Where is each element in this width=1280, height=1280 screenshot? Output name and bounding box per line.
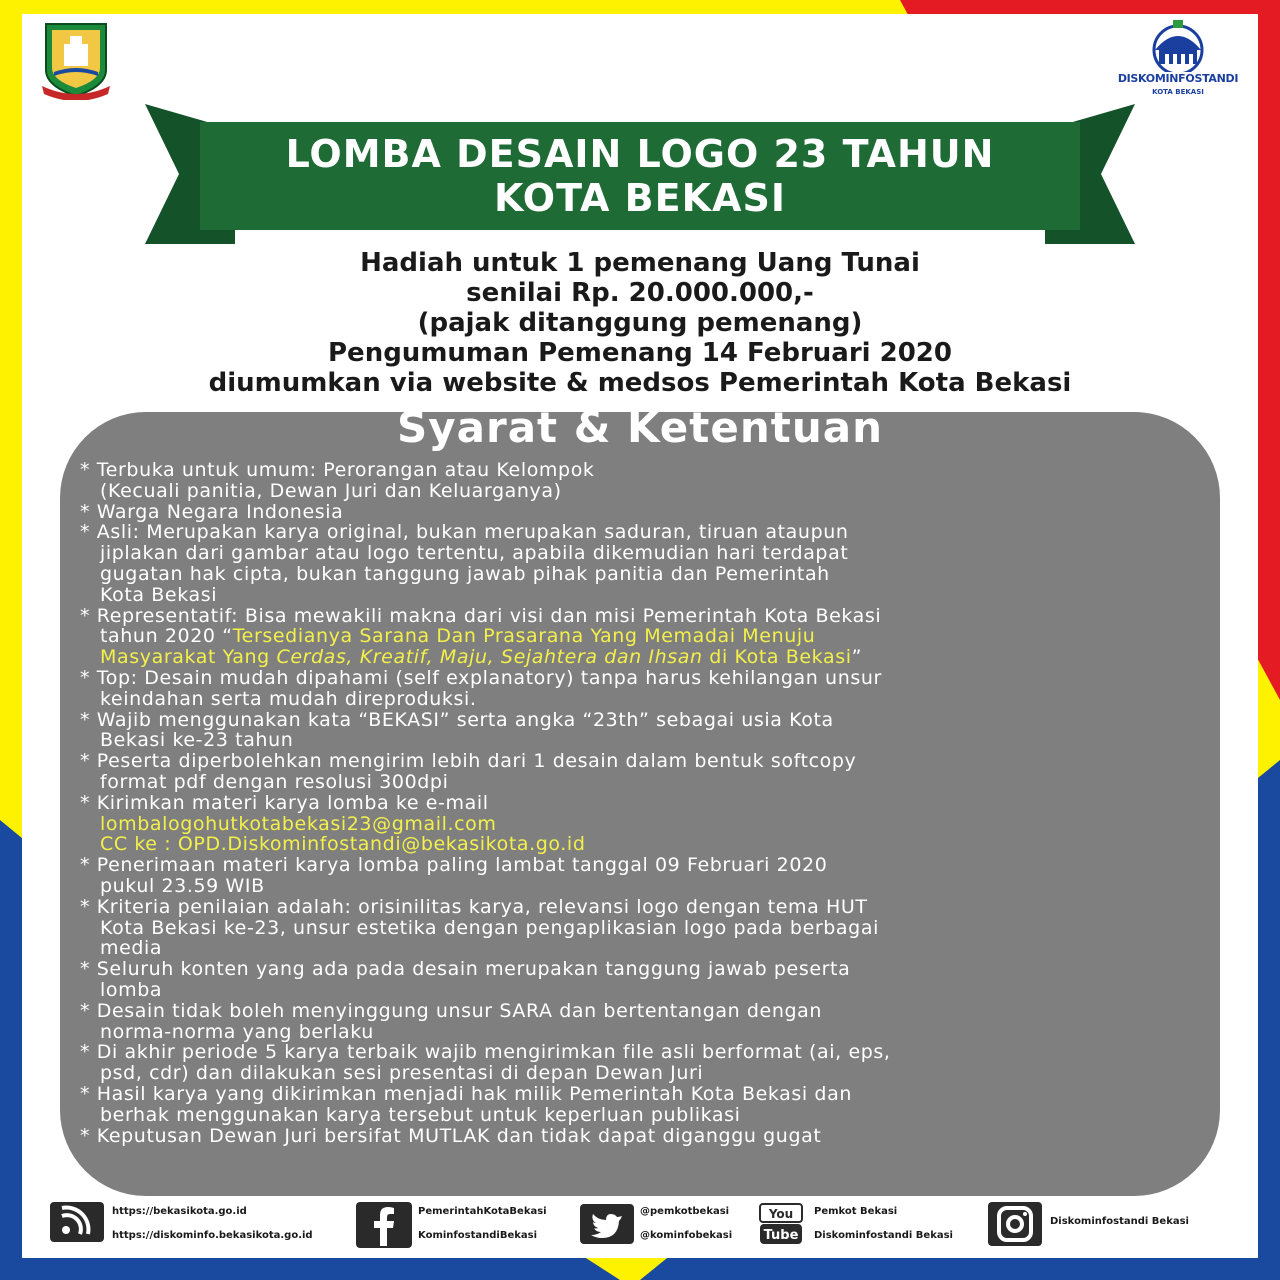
facebook-link[interactable]: KominfostandiBekasi xyxy=(418,1230,537,1241)
instagram-icon[interactable] xyxy=(988,1202,1042,1246)
terms-line: * Kriteria penilaian adalah: orisinilitas karya, relevansi logo dengan tema HUT xyxy=(80,895,868,918)
prize-line-3: (pajak ditanggung pemenang) xyxy=(417,308,863,338)
terms-line: pukul 23.59 WIB xyxy=(100,874,265,897)
terms-title: Syarat & Ketentuan xyxy=(397,403,883,452)
kota-bekasi-emblem-icon xyxy=(38,20,114,100)
twitter-link[interactable]: @pemkotbekasi xyxy=(640,1206,730,1217)
prize-info xyxy=(30,248,1250,398)
terms-line: * Warga Negara Indonesia xyxy=(80,500,344,523)
terms-line: media xyxy=(100,937,163,960)
terms-line xyxy=(80,647,1220,668)
diskominfostandi-logo xyxy=(1115,16,1241,102)
prize-line-4: Pengumuman Pemenang 14 Februari 2020 xyxy=(328,338,952,368)
prize-line-2: senilai Rp. 20.000.000,- xyxy=(466,278,814,308)
contest-email-link[interactable]: lombalogohutkotabekasi23@gmail.com xyxy=(100,812,497,835)
website-link[interactable]: https://bekasikota.go.id xyxy=(112,1206,247,1217)
terms-line: (Kecuali panitia, Dewan Juri dan Keluarganya) xyxy=(100,479,562,502)
vision-values-text: Cerdas, Kreatif, Maju, Sejahtera dan Ihsan xyxy=(276,646,703,669)
terms-line: lomba xyxy=(100,978,163,1001)
vision-text: di Kota Bekasi xyxy=(702,646,852,669)
cc-email-link[interactable]: CC ke : OPD.Diskominfostandi@bekasikota.go.id xyxy=(100,833,586,856)
terms-line: jiplakan dari gambar atau logo tertentu, apabila dikemudian hari terdapat xyxy=(100,542,849,565)
terms-line: * Peserta diperbolehkan mengirim lebih dari 1 desain dalam bentuk softcopy xyxy=(80,750,857,773)
terms-line: * Kirimkan materi karya lomba ke e-mail xyxy=(80,791,489,814)
youtube-link[interactable]: Diskominfostandi Bekasi xyxy=(814,1230,953,1241)
terms-line: psd, cdr) dan dilakukan sesi presentasi di depan Dewan Juri xyxy=(100,1062,704,1085)
vision-text: Tersedianya Sarana Dan Prasarana Yang Memadai Menuju xyxy=(232,625,816,648)
youtube-icon[interactable] xyxy=(756,1202,806,1246)
terms-list xyxy=(80,460,1220,1146)
terms-line: gugatan hak cipta, bukan tanggung jawab pihak panitia dan Pemerintah xyxy=(100,562,830,585)
terms-line: * Desain tidak boleh menyinggung unsur SARA dan bertentangan dengan xyxy=(80,999,823,1022)
diskominfostandi-brand: DISKOMINFOSTANDI xyxy=(1117,72,1239,85)
terms-line: * Representatif: Bisa mewakili makna dari visi dan misi Pemerintah Kota Bekasi xyxy=(80,604,882,627)
terms-line: Bekasi ke-23 tahun xyxy=(100,729,294,752)
terms-text: tahun 2020 “ xyxy=(100,625,233,648)
terms-line: * Top: Desain mudah dipahami (self explanatory) tanpa harus kehilangan unsur xyxy=(80,666,882,689)
terms-line: * Wajib menggunakan kata “BEKASI” serta angka “23th” sebagai usia Kota xyxy=(80,708,834,731)
terms-line: * Terbuka untuk umum: Perorangan atau Kelompok xyxy=(80,459,595,481)
terms-line: * Hasil karya yang dikirimkan menjadi hak milik Pemerintah Kota Bekasi dan xyxy=(80,1082,852,1105)
terms-line: * Asli: Merupakan karya original, bukan merupakan saduran, tiruan ataupun xyxy=(80,521,849,544)
youtube-link[interactable]: Pemkot Bekasi xyxy=(814,1206,898,1217)
prize-line-5: diumumkan via website & medsos Pemerintah Kota Bekasi xyxy=(208,368,1072,398)
instagram-link[interactable]: Diskominfostandi Bekasi xyxy=(1050,1216,1189,1227)
twitter-link[interactable]: @kominfobekasi xyxy=(640,1230,733,1241)
vision-text: Masyarakat Yang xyxy=(100,646,277,669)
website-link[interactable]: https://diskominfo.bekasikota.go.id xyxy=(112,1230,313,1241)
diskominfostandi-subtitle: KOTA BEKASI xyxy=(1152,88,1204,96)
terms-line: Kota Bekasi xyxy=(100,583,218,606)
facebook-icon[interactable] xyxy=(356,1202,412,1248)
svg-text:You: You xyxy=(768,1207,794,1221)
svg-text:Tube: Tube xyxy=(763,1228,799,1243)
rss-icon[interactable] xyxy=(50,1202,104,1242)
terms-text: ” xyxy=(851,646,863,669)
facebook-link[interactable]: PemerintahKotaBekasi xyxy=(418,1206,547,1217)
prize-line-1: Hadiah untuk 1 pemenang Uang Tunai xyxy=(360,248,920,278)
terms-line: Kota Bekasi ke-23, unsur estetika dengan pengaplikasian logo pada berbagai xyxy=(100,916,879,939)
terms-line: berhak menggunakan karya tersebut untuk keperluan publikasi xyxy=(100,1103,741,1126)
twitter-icon[interactable] xyxy=(580,1204,634,1244)
social-footer xyxy=(0,1196,1280,1258)
terms-line xyxy=(80,626,1220,647)
building-icon xyxy=(1115,16,1241,72)
title-line-1: LOMBA DESAIN LOGO 23 TAHUN xyxy=(285,132,995,176)
title-line-2: KOTA BEKASI xyxy=(494,176,786,220)
page-title xyxy=(180,132,1100,220)
terms-line: norma-norma yang berlaku xyxy=(100,1020,374,1043)
terms-line: format pdf dengan resolusi 300dpi xyxy=(100,770,449,793)
terms-line: * Penerimaan materi karya lomba paling lambat tanggal 09 Februari 2020 xyxy=(80,854,828,877)
terms-line: keindahan serta mudah direproduksi. xyxy=(100,687,477,710)
terms-line: * Di akhir periode 5 karya terbaik wajib mengirimkan file asli berformat (ai, eps, xyxy=(80,1041,891,1064)
terms-line: * Seluruh konten yang ada pada desain merupakan tanggung jawab peserta xyxy=(80,958,851,981)
terms-line: * Keputusan Dewan Juri bersifat MUTLAK dan tidak dapat diganggu gugat xyxy=(80,1124,822,1147)
